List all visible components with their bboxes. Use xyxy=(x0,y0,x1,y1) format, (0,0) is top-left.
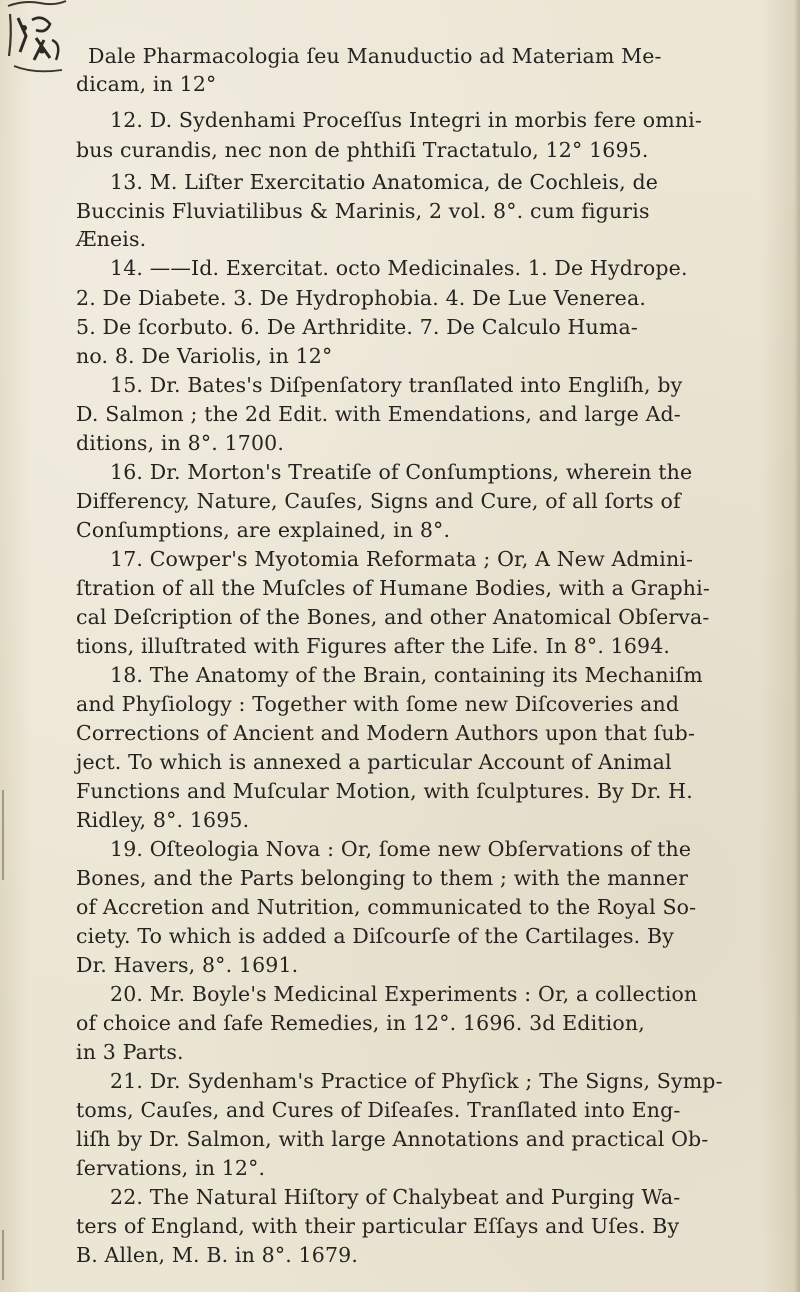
entry-20: 20. Mr. Boyle's Medicinal Experiments : Or, a collection xyxy=(110,982,698,1006)
text-line: Bones, and the Parts belonging to them ; with the manner xyxy=(76,866,689,890)
entry-12: 12. D. Sydenhami Proceſſus Integri in morbis fere omni- xyxy=(110,108,702,132)
text-line: 2. De Diabete. 3. De Hydrophobia. 4. De Lue Venerea. xyxy=(76,286,646,310)
text-line: D. Salmon ; the 2d Edit. with Emendations, and large Ad- xyxy=(76,402,681,426)
library-stamp-icon xyxy=(6,0,68,78)
text-line: toms, Cauſes, and Cures of Diſeaſes. Tranſlated into Eng- xyxy=(76,1098,681,1122)
text-line: ſervations, in 12°. xyxy=(76,1156,266,1180)
margin-mark xyxy=(2,1230,4,1280)
text-line: Buccinis Fluviatilibus & Marinis, 2 vol. 8°. cum figuris xyxy=(76,199,650,223)
text-line: ters of England, with their particular Eſſays and Uſes. By xyxy=(76,1214,680,1238)
entry-13: 13. M. Liſter Exercitatio Anatomica, de Cochleis, de xyxy=(110,170,659,194)
entry-18: 18. The Anatomy of the Brain, containing its Mechaniſm xyxy=(110,663,703,687)
text-line: liſh by Dr. Salmon, with large Annotations and practical Ob- xyxy=(76,1127,709,1151)
text-line: Differency, Nature, Cauſes, Signs and Cure, of all ſorts of xyxy=(76,489,681,513)
text-line: ditions, in 8°. 1700. xyxy=(76,431,285,455)
text-line: ſtration of all the Muſcles of Humane Bodies, with a Graphi- xyxy=(76,576,710,600)
text-line: Dr. Havers, 8°. 1691. xyxy=(76,953,299,977)
entry-19: 19. Oſteologia Nova : Or, ſome new Obſervations of the xyxy=(110,837,692,861)
text-line: Æneis. xyxy=(76,227,147,251)
text-line: ciety. To which is added a Diſcourſe of the Cartilages. By xyxy=(76,924,674,948)
text-line: Functions and Muſcular Motion, with ſculptures. By Dr. H. xyxy=(76,779,693,803)
text-line: tions, illuſtrated with Figures after the Life. In 8°. 1694. xyxy=(76,634,671,658)
text-line: Corrections of Ancient and Modern Authors upon that ſub- xyxy=(76,721,696,745)
text-line: B. Allen, M. B. in 8°. 1679. xyxy=(76,1243,358,1267)
text-line: ject. To which is annexed a particular Account of Animal xyxy=(76,750,672,774)
text-line: dicam, in 12° xyxy=(76,72,217,96)
entry-17: 17. Cowper's Myotomia Reformata ; Or, A New Admini- xyxy=(110,547,694,571)
text-line: no. 8. De Variolis, in 12° xyxy=(76,344,333,368)
entry-16: 16. Dr. Morton's Treatiſe of Conſumptions, wherein the xyxy=(110,460,693,484)
text-line: of choice and ſafe Remedies, in 12°. 1696. 3d Edition, xyxy=(76,1011,645,1035)
text-line: bus curandis, nec non de phthiſi Tractatulo, 12° 1695. xyxy=(76,138,649,162)
page-edge-shadow xyxy=(794,0,800,1292)
text-line: cal Deſcription of the Bones, and other Anatomical Obſerva- xyxy=(76,605,710,629)
entry-21: 21. Dr. Sydenham's Practice of Phyſick ; The Signs, Symp- xyxy=(110,1069,723,1093)
text-line: of Accretion and Nutrition, communicated to the Royal So- xyxy=(76,895,697,919)
text-line: Conſumptions, are explained, in 8°. xyxy=(76,518,451,542)
text-line: 5. De ſcorbuto. 6. De Arthridite. 7. De Calculo Huma- xyxy=(76,315,638,339)
text-line: in 3 Parts. xyxy=(76,1040,184,1064)
text-line: Dale Pharmacologia ſeu Manuductio ad Materiam Me- xyxy=(88,44,662,68)
margin-mark xyxy=(2,790,4,880)
entry-15: 15. Dr. Bates's Diſpenſatory tranſlated into Engliſh, by xyxy=(110,373,683,397)
entry-22: 22. The Natural Hiſtory of Chalybeat and Purging Wa- xyxy=(110,1185,681,1209)
entry-14: 14. ——Id. Exercitat. octo Medicinales. 1. De Hydrope. xyxy=(110,256,688,280)
text-line: and Phyſiology : Together with ſome new Diſcoveries and xyxy=(76,692,680,716)
text-line: Ridley, 8°. 1695. xyxy=(76,808,250,832)
